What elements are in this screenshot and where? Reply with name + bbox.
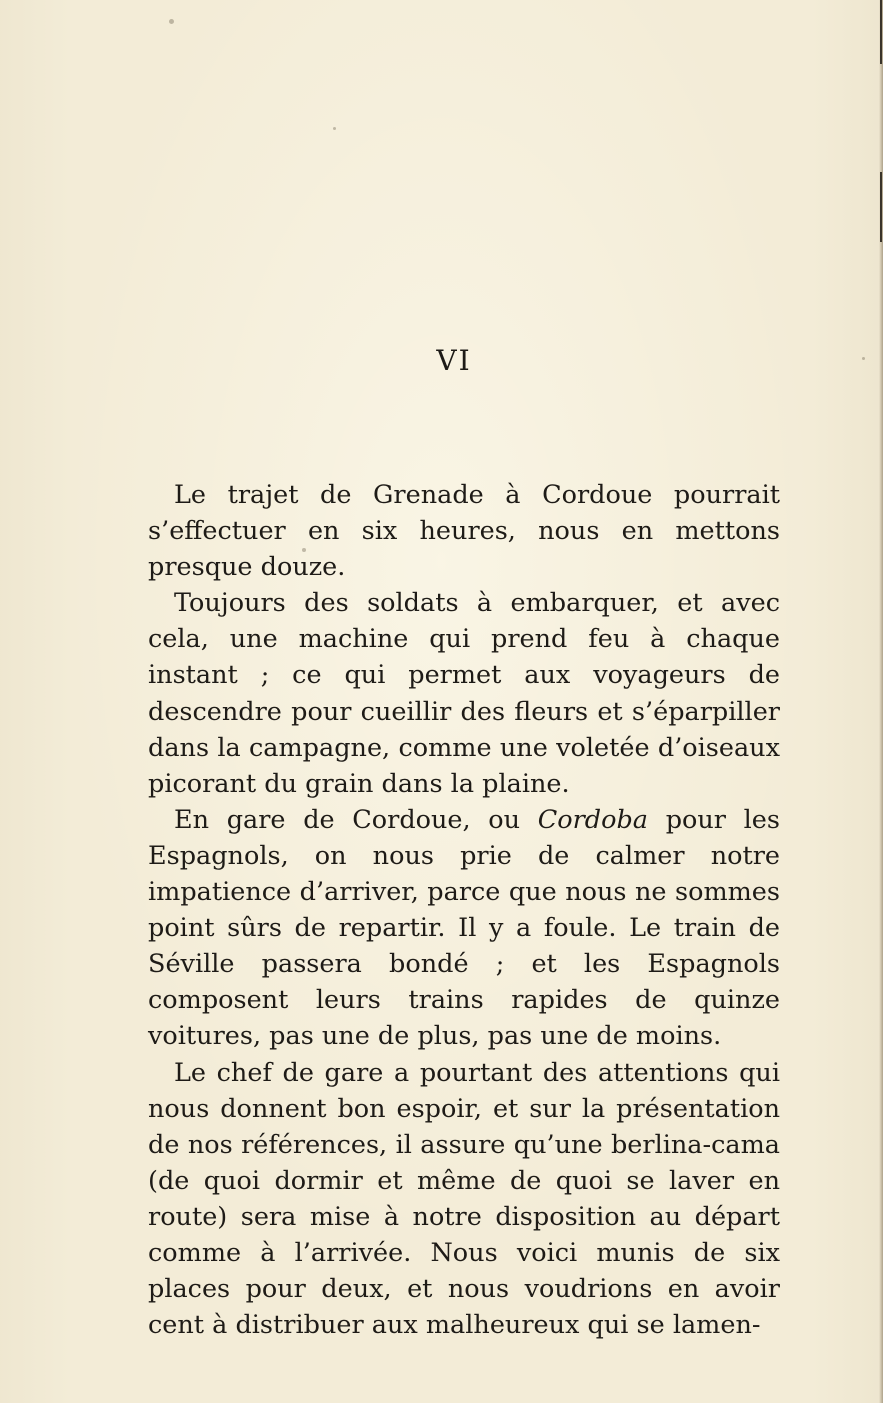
chapter-heading: VI	[436, 344, 472, 377]
italic-term: Cordoba	[537, 804, 649, 835]
paragraph-text: Le chef de gare a pourtant des attentions qui nous donnent bon espoir, et sur la présentation de nos références, il assure qu’une berlina-cama (de quoi dormir et même de quoi se laver en route) sera mise à notre disposition au départ comme à l’arrivée. Nous voici munis de six places pour deux, et nous voudrions en avoir cent à distribuer aux malheureux qui se lamen-	[148, 1057, 780, 1341]
paragraph	[148, 802, 780, 1055]
paper-speck	[333, 127, 336, 130]
paper-speck	[169, 19, 174, 24]
page-edge-mark	[880, 0, 882, 64]
page-edge-mark	[880, 172, 882, 242]
paragraph-text: En gare de Cordoue, ou	[174, 804, 538, 835]
paragraph	[148, 1055, 780, 1344]
paragraph	[148, 585, 780, 802]
paragraph-text: Le trajet de Grenade à Cordoue pourrait s’effectuer en six heures, nous en mettons presque douze.	[148, 480, 780, 583]
paragraph	[148, 477, 780, 585]
chapter-body	[148, 477, 780, 1343]
paragraph-text: pour les Espagnols, on nous prie de calmer notre impatience d’arriver, parce que nous ne sommes point sûrs de repartir. Il y a foule. Le train de Séville passera bondé ; et les Espagnols composent leurs trains rapides de quinze voitures, pas une de plus, pas une de moins.	[148, 804, 780, 1052]
paragraph-text: Toujours des soldats à embarquer, et avec cela, une machine qui prend feu à chaque instant ; ce qui permet aux voyageurs de descendre pour cueillir des fleurs et s’éparpiller dans la campagne, comme une voletée d’oiseaux picorant du grain dans la plaine.	[148, 588, 780, 799]
